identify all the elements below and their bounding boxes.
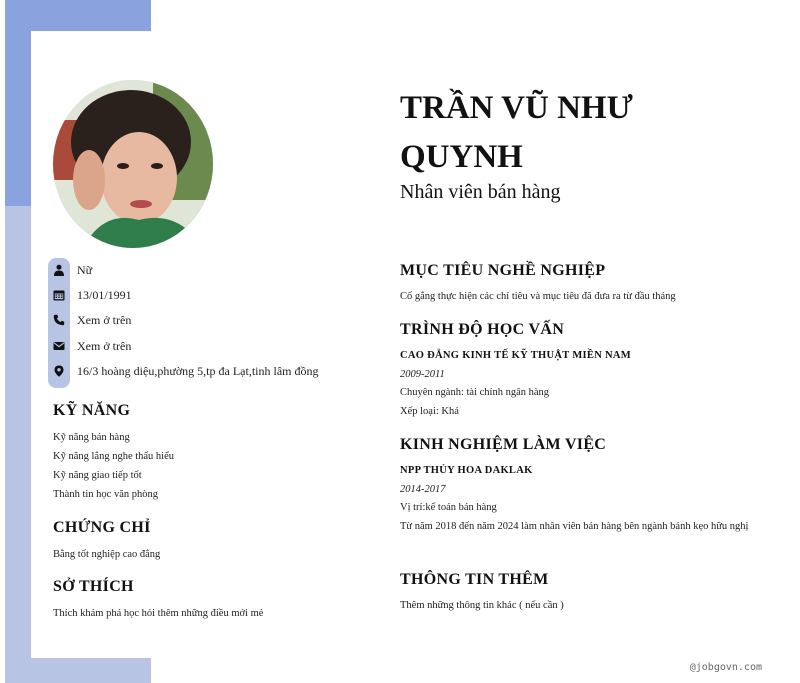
- education-school: CAO ĐẲNG KINH TẾ KỸ THUẬT MIỀN NAM: [400, 350, 632, 361]
- experience-period: 2014-2017: [400, 484, 446, 495]
- contact-address: [48, 361, 378, 381]
- objective-text: Cố gắng thực hiện các chỉ tiêu và mục tiêu đã đưa ra từ đầu tháng: [400, 291, 676, 302]
- skill-item: Kỹ năng lắng nghe thấu hiểu: [53, 451, 175, 462]
- skill-item: Kỹ năng giao tiếp tốt: [53, 470, 142, 481]
- education-major: Chuyên ngành: tài chính ngân hàng: [400, 387, 550, 398]
- skill-item: Thành tin học văn phòng: [53, 489, 158, 500]
- education-rank: Xếp loại: Khá: [400, 406, 459, 417]
- profile-photo: [53, 80, 213, 248]
- certificates-list: [53, 545, 160, 564]
- hobbies-list: [53, 604, 263, 623]
- skills-list: [53, 428, 174, 504]
- skills-title: KỸ NĂNG: [53, 402, 131, 419]
- hobby-item: Thích khám phá học hỏi thêm những điều mới mẻ: [53, 608, 264, 619]
- contact-email: [48, 336, 378, 356]
- education-title: TRÌNH ĐỘ HỌC VẤN: [400, 321, 565, 338]
- email-text: Xem ở trên: [77, 338, 132, 353]
- experience-title: KINH NGHIỆM LÀM VIỆC: [400, 436, 607, 453]
- contact-gender: [48, 260, 378, 280]
- location-pin-icon: [48, 365, 70, 377]
- certificates-title: CHỨNG CHỈ: [53, 519, 151, 536]
- person-icon: [48, 264, 70, 276]
- birthdate-text: 13/01/1991: [77, 287, 132, 302]
- mail-icon: [48, 340, 70, 352]
- certificate-item: Bằng tốt nghiệp cao đẳng: [53, 549, 161, 560]
- contact-birthdate: [48, 285, 378, 305]
- calendar-icon: [48, 289, 70, 301]
- address-text: 16/3 hoàng diệu,phường 5,tp đa Lạt,tinh lâm đồng: [77, 363, 319, 378]
- experience-description: Từ năm 2018 đến năm 2024 làm nhân viên bán hàng bên ngành bánh kẹo hữu nghị: [400, 521, 749, 532]
- job-title: Nhân viên bán hàng: [400, 181, 561, 203]
- full-name: TRẦN VŨ NHƯ QUYNH: [400, 90, 633, 175]
- contact-phone: [48, 310, 378, 330]
- education-period: 2009-2011: [400, 369, 445, 380]
- additional-text: Thêm những thông tin khác ( nếu cần ): [400, 600, 564, 611]
- gender-text: Nữ: [77, 262, 93, 277]
- phone-text: Xem ở trên: [77, 312, 132, 327]
- additional-title: THÔNG TIN THÊM: [400, 571, 549, 588]
- watermark: @jobgovn.com: [689, 662, 762, 673]
- objective-title: MỤC TIÊU NGHỀ NGHIỆP: [400, 262, 606, 279]
- skill-item: Kỹ năng bán hàng: [53, 432, 130, 443]
- phone-icon: [48, 314, 70, 326]
- experience-company: NPP THỦY HOA DAKLAK: [400, 465, 533, 476]
- profile-photo-illustration: [53, 80, 213, 248]
- hobbies-title: SỞ THÍCH: [53, 578, 134, 595]
- experience-position: Vị trí:kế toán bán hàng: [400, 502, 497, 513]
